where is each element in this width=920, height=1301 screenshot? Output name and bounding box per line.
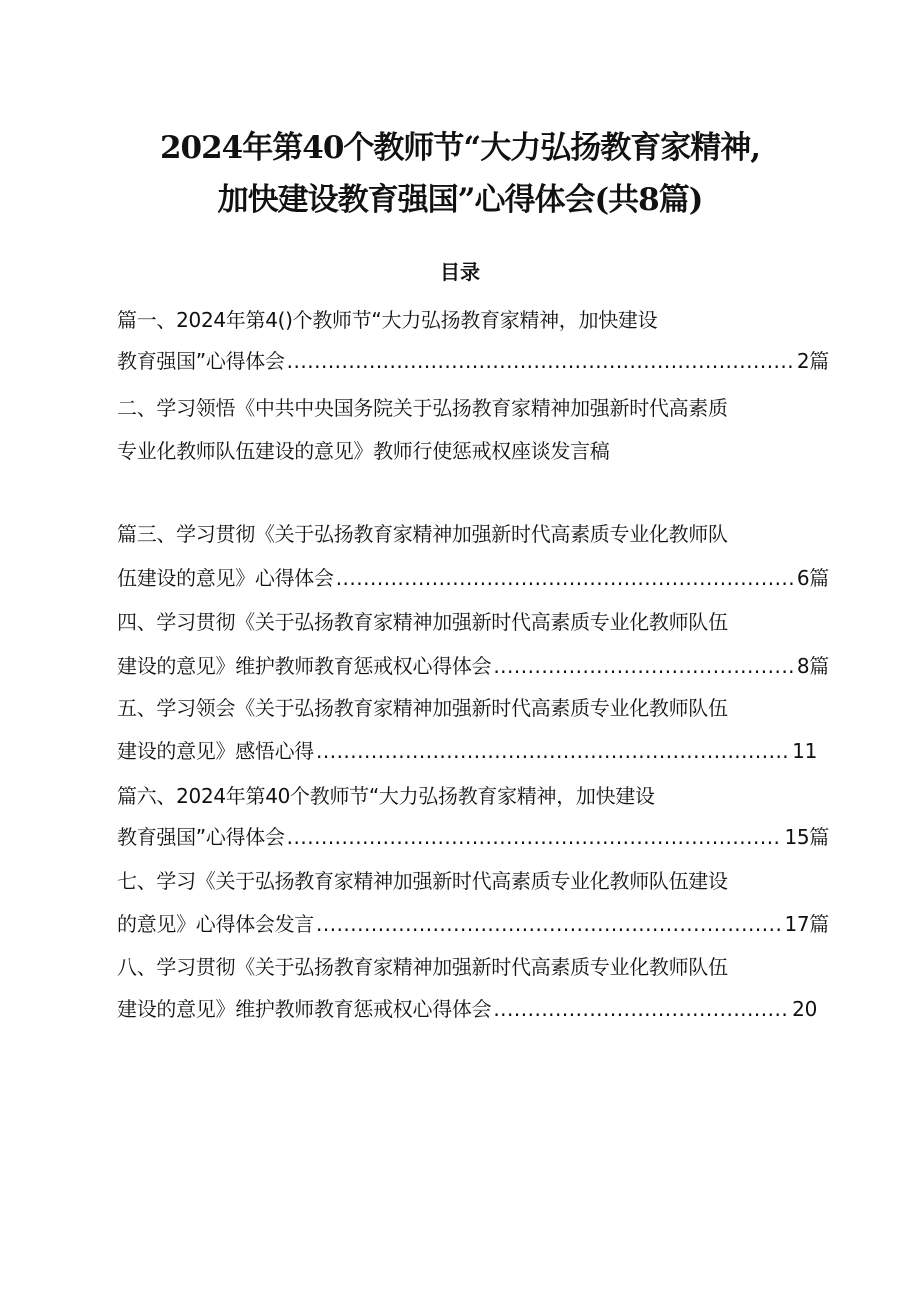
- dot-leader: [493, 995, 790, 1023]
- toc-entry-text: 四、学习贯彻《关于弘扬教育家精神加强新时代高素质专业化教师队伍: [117, 610, 728, 634]
- toc-entry-text: 建设的意见》感悟心得: [117, 739, 314, 763]
- toc-entry-7-line-1: [117, 867, 829, 895]
- toc-page-number: 15篇: [784, 825, 829, 849]
- toc-entry-7-line-2[interactable]: [117, 910, 829, 938]
- toc-entry-text: 五、学习领会《关于弘扬教育家精神加强新时代高素质专业化教师队伍: [117, 696, 728, 720]
- toc-page-number: 6篇: [796, 566, 829, 590]
- toc-entry-text: 教育强国”心得体会: [117, 349, 285, 373]
- toc-entry-text: 伍建设的意见》心得体会: [117, 566, 334, 590]
- toc-entry-5-line-2[interactable]: [117, 737, 817, 765]
- toc-entry-text: 篇六、2024年第40个教师节“大力弘扬教育家精神，加快建设: [117, 784, 655, 808]
- toc-entry-2-line-2[interactable]: [117, 437, 829, 465]
- toc-entry-3-line-1: [117, 520, 829, 548]
- toc-entry-text: 建设的意见》维护教师教育惩戒权心得体会: [117, 654, 492, 678]
- toc-entry-text: 专业化教师队伍建设的意见》教师行使惩戒权座谈发言稿: [117, 439, 610, 463]
- dot-leader: [287, 347, 795, 375]
- toc-entry-2-line-1: [117, 394, 829, 422]
- toc-entry-text: 教育强国”心得体会: [117, 825, 285, 849]
- toc-entry-5-line-1: [117, 694, 829, 722]
- toc-page-number: 11: [792, 739, 817, 763]
- toc-page-number: 20: [792, 997, 817, 1021]
- toc-page-number: 2篇: [796, 349, 829, 373]
- toc-entry-6-line-2[interactable]: [117, 823, 829, 851]
- toc-entry-8-line-1: [117, 953, 829, 981]
- toc-entry-1-line-2[interactable]: [117, 347, 829, 375]
- toc-entry-text: 七、学习《关于弘扬教育家精神加强新时代高素质专业化教师队伍建设: [117, 869, 728, 893]
- dot-leader: [493, 652, 795, 680]
- toc-entry-text: 八、学习贯彻《关于弘扬教育家精神加强新时代高素质专业化教师队伍: [117, 955, 728, 979]
- document-title-line-1: 2024年第40个教师节“大力弘扬教育家精神,: [159, 130, 761, 166]
- toc-page-number: 8篇: [796, 654, 829, 678]
- toc-entry-text: 二、学习领悟《中共中央国务院关于弘扬教育家精神加强新时代高素质: [117, 396, 728, 420]
- toc-entry-text: 篇三、学习贯彻《关于弘扬教育家精神加强新时代高素质专业化教师队: [117, 522, 728, 546]
- toc-entry-text: 的意见》心得体会发言: [117, 912, 314, 936]
- toc-entry-1-line-1: [117, 306, 829, 334]
- toc-heading: 目录: [440, 260, 480, 284]
- toc-entry-text: 篇一、2024年第4()个教师节“大力弘扬教育家精神，加快建设: [117, 308, 658, 332]
- toc-entry-6-line-1: [117, 782, 829, 810]
- dot-leader: [336, 564, 795, 592]
- dot-leader: [287, 823, 783, 851]
- toc-entry-4-line-1: [117, 608, 829, 636]
- toc-entry-text: 建设的意见》维护教师教育惩戒权心得体会: [117, 997, 492, 1021]
- toc-page-number: 17篇: [784, 912, 829, 936]
- toc-entry-4-line-2[interactable]: [117, 652, 829, 680]
- toc-entry-8-line-2[interactable]: [117, 995, 817, 1023]
- dot-leader: [316, 737, 790, 765]
- dot-leader: [316, 910, 782, 938]
- toc-entry-3-line-2[interactable]: [117, 564, 829, 592]
- document-title-line-2: 加快建设教育强国”心得体会(共8篇): [217, 182, 703, 218]
